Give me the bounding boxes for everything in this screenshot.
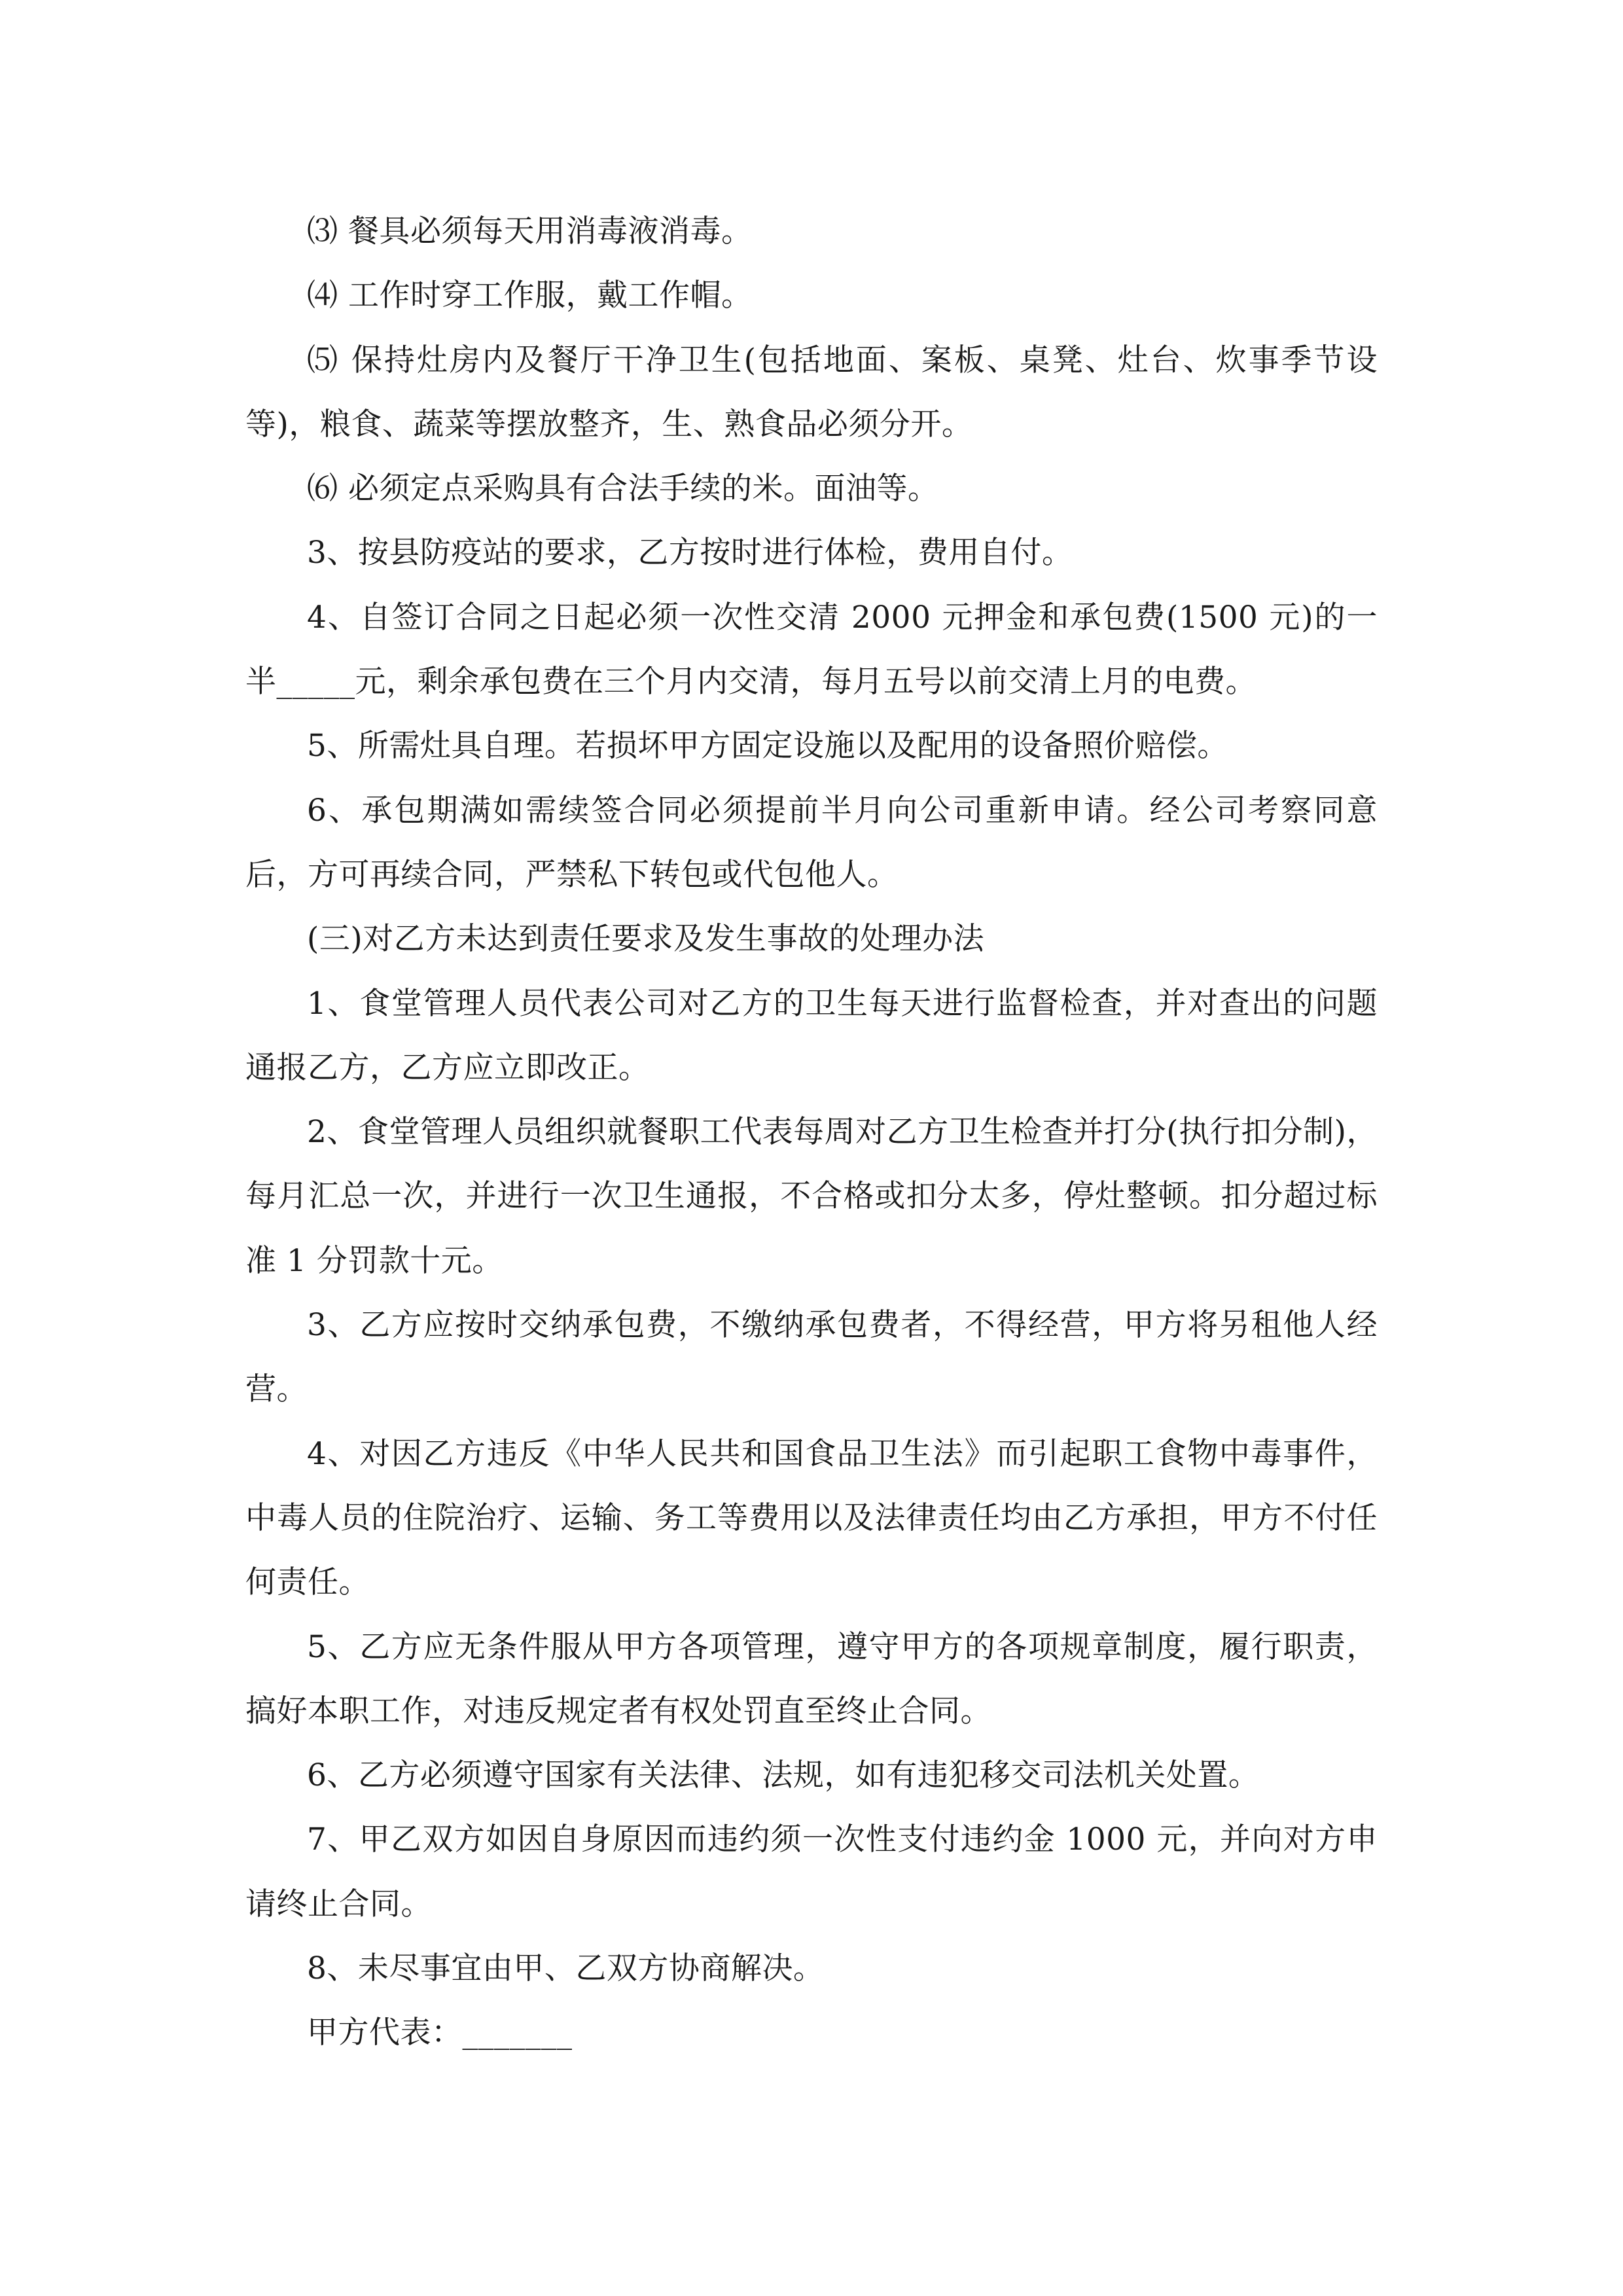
clause-paragraph: 1、食堂管理人员代表公司对乙方的卫生每天进行监督检查，并对查出的问题通报乙方，乙方应立即改正。 <box>245 985 1378 1086</box>
clause-paragraph: ⑹ 必须定点采购具有合法手续的米。面油等。 <box>307 471 939 507</box>
clause-paragraph: 3、按县防疫站的要求，乙方按时进行体检，费用自付。 <box>307 535 1073 571</box>
contract-body <box>245 200 1378 2066</box>
clause-paragraph: 8、未尽事宜由甲、乙双方协商解决。 <box>307 1950 825 1987</box>
clause-paragraph: 5、所需灶具自理。若损坏甲方固定设施以及配用的设备照价赔偿。 <box>307 728 1228 764</box>
clause-paragraph: 2、食堂管理人员组织就餐职工代表每周对乙方卫生检查并打分(执行扣分制)，每月汇总一次，并进行一次卫生通报，不合格或扣分太多，停灶整顿。扣分超过标准 1 分罚款十元。 <box>245 1114 1378 1279</box>
clause-paragraph: 3、乙方应按时交纳承包费，不缴纳承包费者，不得经营，甲方将另租他人经营。 <box>245 1307 1378 1408</box>
clause-paragraph: 4、对因乙方违反《中华人民共和国食品卫生法》而引起职工食物中毒事件，中毒人员的住院治疗、运输、务工等费用以及法律责任均由乙方承担，甲方不付任何责任。 <box>245 1435 1378 1601</box>
clause-paragraph: 7、甲乙双方如因自身原因而违约须一次性支付违约金 1000 元，并向对方申请终止合同。 <box>245 1821 1378 1922</box>
clause-paragraph: ⑶ 餐具必须每天用消毒液消毒。 <box>307 213 753 249</box>
clause-paragraph: 6、承包期满如需续签合同必须提前半月向公司重新申请。经公司考察同意后，方可再续合同，严禁私下转包或代包他人。 <box>245 792 1378 893</box>
clause-paragraph: 6、乙方必须遵守国家有关法律、法规，如有违犯移交司法机关处置。 <box>307 1757 1260 1794</box>
clause-paragraph: 5、乙方应无条件服从甲方各项管理，遵守甲方的各项规章制度，履行职责，搞好本职工作，对违反规定者有权处罚直至终止合同。 <box>245 1628 1378 1729</box>
clause-paragraph: ⑸ 保持灶房内及餐厅干净卫生(包括地面、案板、桌凳、灶台、炊事季节设等)，粮食、蔬菜等摆放整齐，生、熟食品必须分开。 <box>245 342 1378 442</box>
clause-paragraph: ⑷ 工作时穿工作服，戴工作帽。 <box>307 278 753 314</box>
party-a-signature-line: 甲方代表：_______ <box>307 2015 573 2051</box>
clause-paragraph: 4、自签订合同之日起必须一次性交清 2000 元押金和承包费(1500 元)的一半_____元，剩余承包费在三个月内交清，每月五号以前交清上月的电费。 <box>245 599 1378 700</box>
section-heading: (三)对乙方未达到责任要求及发生事故的处理办法 <box>307 921 985 958</box>
